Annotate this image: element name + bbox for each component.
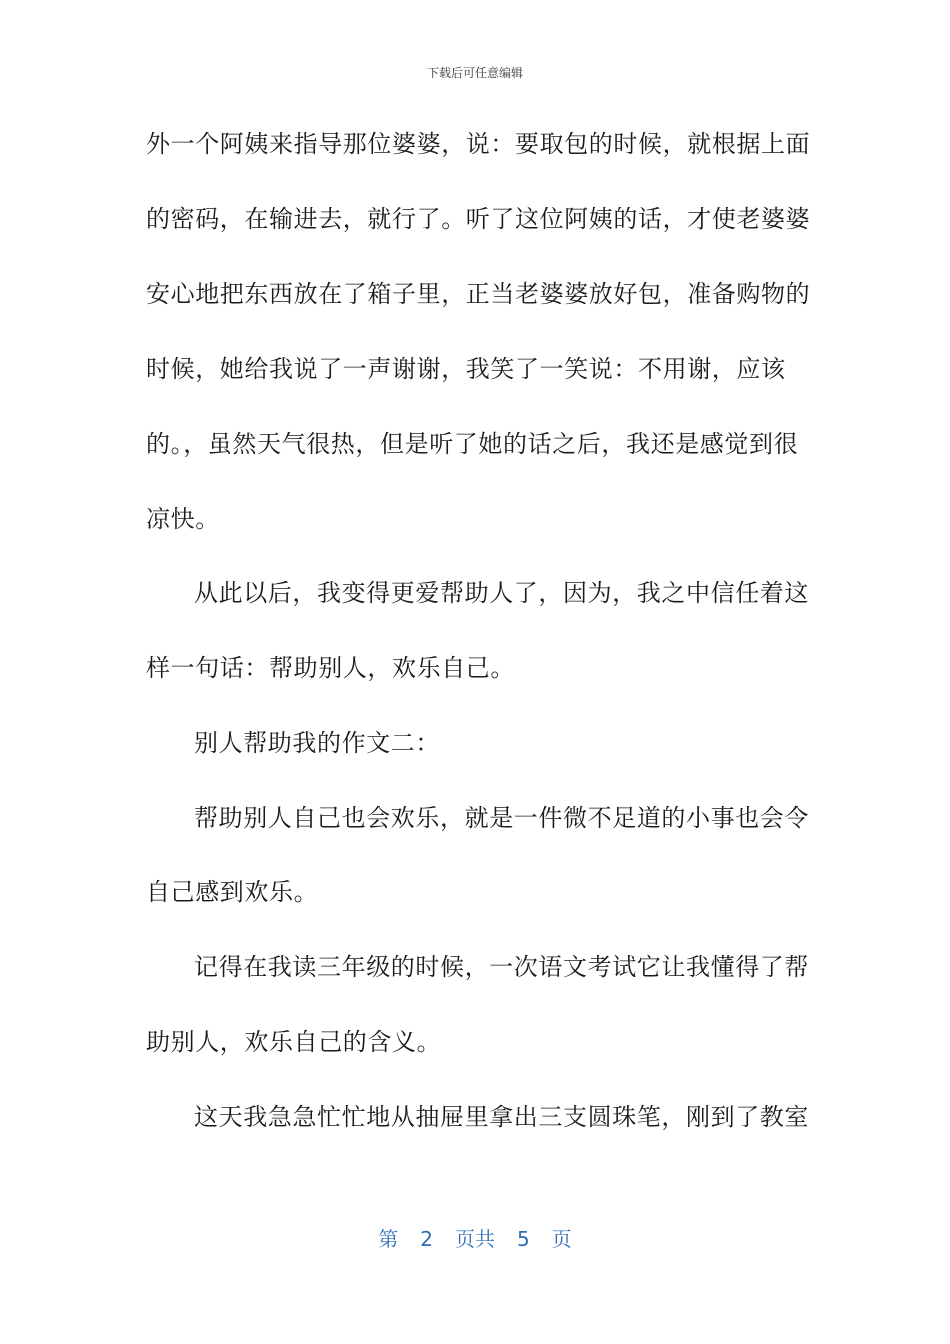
text-line: 凉快。 (146, 505, 220, 533)
footer-middle: 页共 (455, 1227, 495, 1251)
footer-suffix: 页 (551, 1227, 572, 1251)
text-line: 的。，虽然天气很热，但是听了她的话之后，我还是感觉到很 (146, 430, 799, 458)
page-footer (0, 1223, 950, 1252)
text-line: 的密码，在输进去，就行了。听了这位阿姨的话，才使老婆婆 (146, 205, 811, 233)
text-line: 从此以后，我变得更爱帮助人了，因为，我之中信任着这 (194, 579, 809, 607)
text-line: 安心地把东西放在了箱子里，正当老婆婆放好包，准备购物的 (146, 280, 811, 308)
text-line: 外一个阿姨来指导那位婆婆，说：要取包的时候，就根据上面 (146, 130, 811, 158)
total-page-count: 5 (517, 1227, 530, 1251)
text-line: 记得在我读三年级的时候，一次语文考试它让我懂得了帮 (194, 953, 809, 981)
footer-prefix: 第 (378, 1227, 399, 1251)
text-line: 这天我急急忙忙地从抽屉里拿出三支圆珠笔，刚到了教室 (194, 1103, 809, 1131)
current-page-number: 2 (420, 1227, 433, 1251)
text-line: 帮助别人自己也会欢乐，就是一件微不足道的小事也会令 (194, 804, 809, 832)
text-line: 自己感到欢乐。 (146, 878, 319, 906)
text-line: 助别人，欢乐自己的含义。 (146, 1028, 442, 1056)
text-line: 时候，她给我说了一声谢谢，我笑了一笑说：不用谢，应该 (146, 355, 786, 383)
page-header: 下载后可任意编辑 (426, 66, 523, 80)
text-line: 样一句话：帮助别人，欢乐自己。 (146, 654, 515, 682)
section-heading: 别人帮助我的作文二： (194, 729, 440, 757)
